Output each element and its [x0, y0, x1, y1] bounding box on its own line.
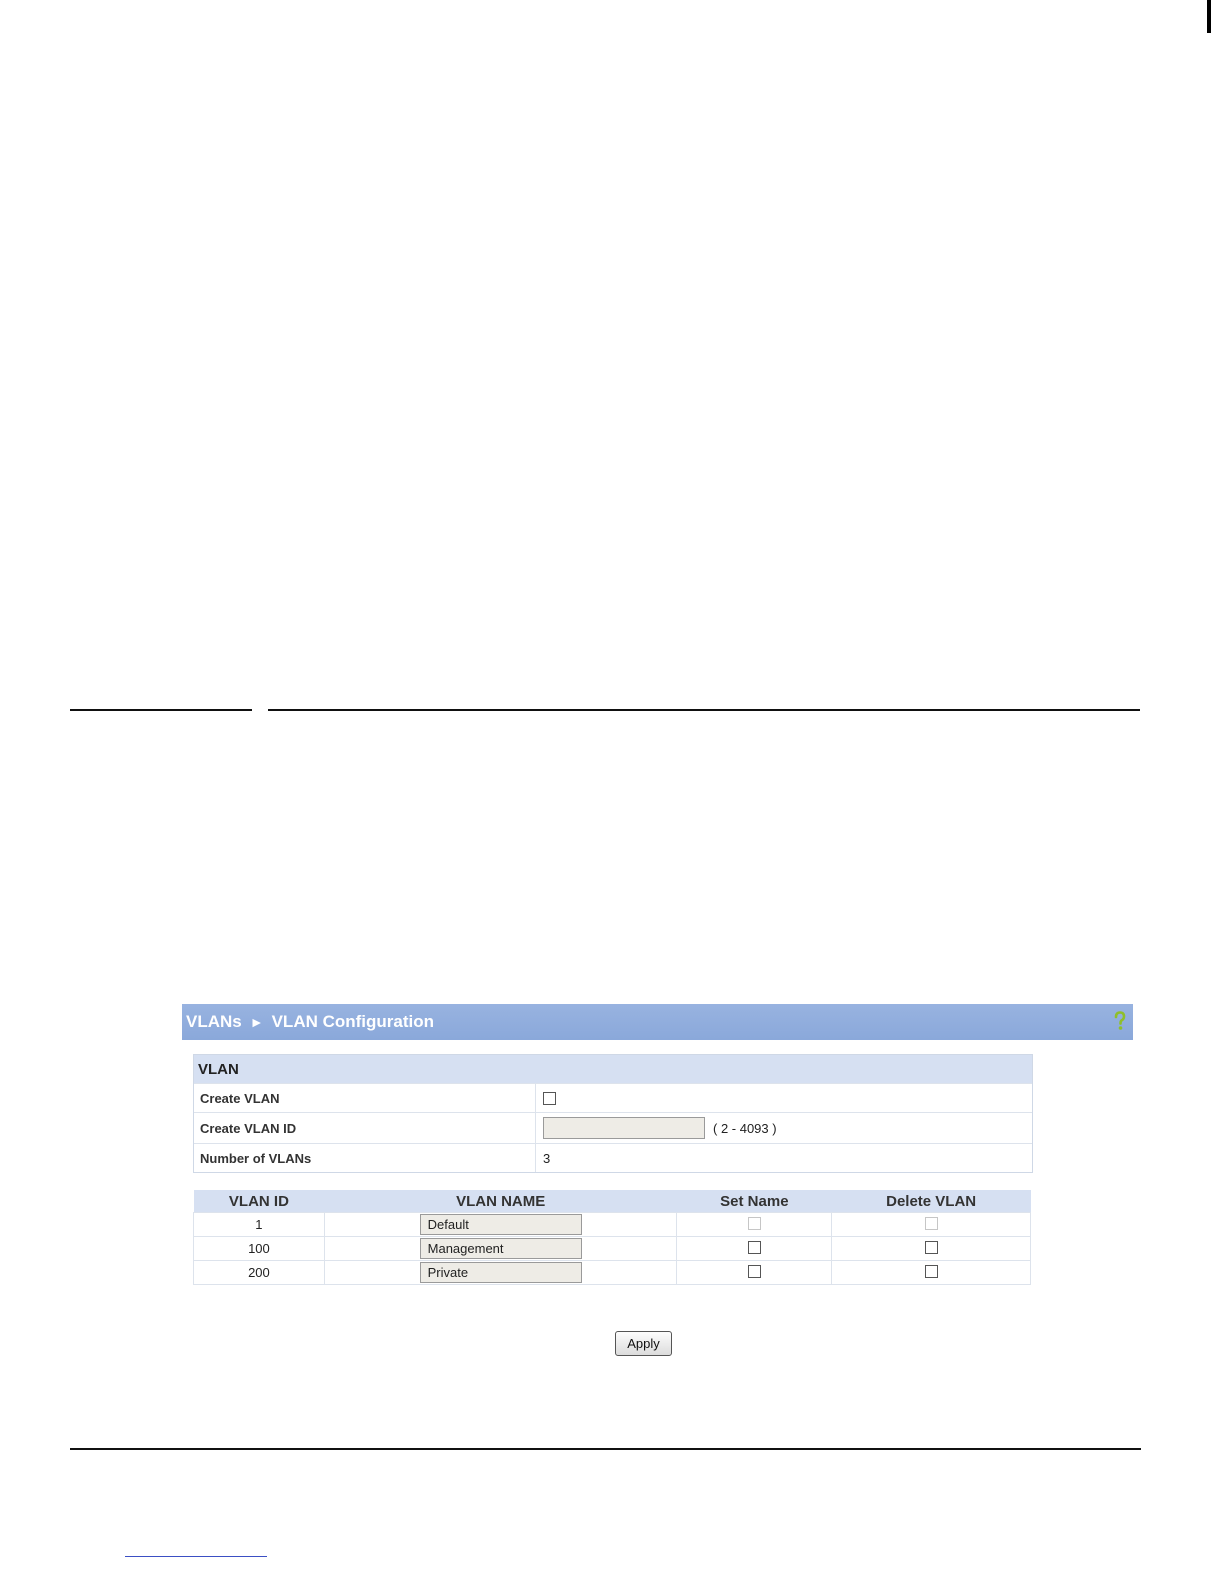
- help-icon[interactable]: [1113, 1011, 1127, 1031]
- table-row: [194, 1213, 1031, 1237]
- breadcrumb-separator-icon: ►: [249, 1014, 264, 1030]
- delete-vlan-checkbox[interactable]: [925, 1241, 938, 1254]
- column-header-set-name: Set Name: [677, 1190, 832, 1213]
- create-vlan-label: Create VLAN: [194, 1084, 536, 1112]
- vlan-name-input[interactable]: Management: [420, 1238, 582, 1259]
- number-of-vlans-row: [194, 1143, 1032, 1172]
- table-row: [194, 1237, 1031, 1261]
- apply-button[interactable]: Apply: [615, 1331, 672, 1356]
- column-header-vlan-name: VLAN NAME: [324, 1190, 677, 1213]
- vlan-id-range-hint: ( 2 - 4093 ): [713, 1120, 777, 1136]
- page-title: VLAN Configuration: [271, 1012, 435, 1031]
- section-title: VLAN: [194, 1055, 1032, 1083]
- header-rule-long: [268, 709, 1140, 711]
- table-row: [194, 1261, 1031, 1285]
- header-rule-short: [70, 709, 252, 711]
- link-underline: [125, 1556, 267, 1557]
- set-name-checkbox[interactable]: [748, 1241, 761, 1254]
- column-header-delete-vlan: Delete VLAN: [832, 1190, 1031, 1213]
- create-vlan-id-row: [194, 1112, 1032, 1143]
- delete-vlan-checkbox: [925, 1217, 938, 1230]
- breadcrumb-vlans[interactable]: VLANs: [186, 1012, 242, 1031]
- vlan-configuration-panel: [182, 1004, 1133, 1384]
- vlan-id-cell: 100: [194, 1237, 325, 1261]
- column-header-vlan-id: VLAN ID: [194, 1190, 325, 1213]
- vlan-table: [193, 1190, 1031, 1285]
- create-vlan-checkbox[interactable]: [543, 1092, 556, 1105]
- footer-rule: [70, 1448, 1141, 1450]
- vlan-id-input[interactable]: [543, 1117, 705, 1139]
- number-of-vlans-value: 3: [543, 1150, 551, 1166]
- vlan-name-input: Default: [420, 1214, 582, 1235]
- vlan-id-cell: 1: [194, 1213, 325, 1237]
- vlan-name-input[interactable]: Private: [420, 1262, 582, 1283]
- title-bar: [182, 1004, 1133, 1040]
- create-vlan-id-label: Create VLAN ID: [194, 1113, 536, 1143]
- page-edge-bar: [1207, 0, 1211, 33]
- create-vlan-row: [194, 1083, 1032, 1112]
- set-name-checkbox[interactable]: [748, 1265, 761, 1278]
- vlan-settings-box: [193, 1054, 1033, 1173]
- delete-vlan-checkbox[interactable]: [925, 1265, 938, 1278]
- set-name-checkbox: [748, 1217, 761, 1230]
- number-of-vlans-label: Number of VLANs: [194, 1144, 536, 1172]
- vlan-id-cell: 200: [194, 1261, 325, 1285]
